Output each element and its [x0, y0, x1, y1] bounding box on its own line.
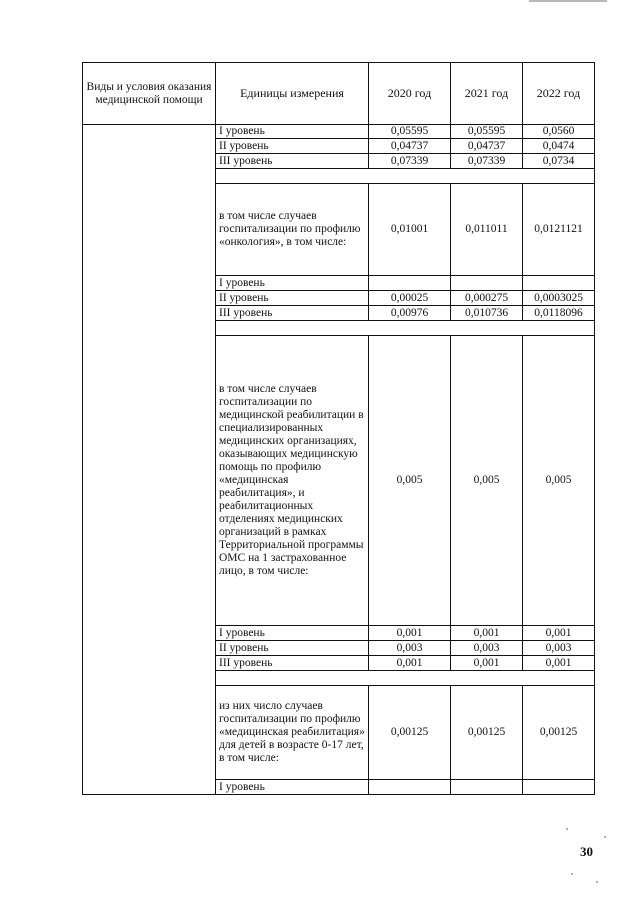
value-2021: 0,05595: [451, 125, 523, 139]
header-year-2021: 2021 год: [451, 63, 523, 125]
value-2021: [451, 276, 523, 291]
value-2022: 0,0474: [523, 139, 595, 154]
value-2022: 0,005: [523, 336, 595, 626]
value-2020: [369, 780, 451, 795]
table-row: [83, 125, 595, 139]
value-2022: 0,0734: [523, 154, 595, 169]
value-2022: 0,001: [523, 656, 595, 671]
header-units: Единицы измерения: [216, 63, 369, 125]
value-2022: 0,0003025: [523, 291, 595, 306]
value-2020: 0,001: [369, 626, 451, 641]
value-2022: 0,001: [523, 626, 595, 641]
header-kind-of-care: Виды и условия оказания медицинской помощи: [83, 63, 216, 125]
level-label: I уровень: [216, 626, 369, 641]
level-label: III уровень: [216, 306, 369, 321]
care-volume-table: [82, 62, 595, 795]
value-2021: [451, 780, 523, 795]
level-label: II уровень: [216, 641, 369, 656]
table-body: [83, 125, 595, 795]
value-2022: 0,0121121: [523, 184, 595, 276]
page-number: 30: [580, 844, 593, 859]
value-2021: 0,003: [451, 641, 523, 656]
empty-cell: [216, 671, 595, 686]
value-2021: 0,04737: [451, 139, 523, 154]
value-2020: 0,003: [369, 641, 451, 656]
level-label: II уровень: [216, 291, 369, 306]
table-header-row: [83, 63, 595, 125]
scan-edge-line: [529, 0, 607, 2]
value-2021: 0,005: [451, 336, 523, 626]
value-2021: 0,001: [451, 656, 523, 671]
description-cell: в том числе случаев госпитализации по профилю «онкология», в том числе:: [216, 184, 369, 276]
value-2022: 0,00125: [523, 686, 595, 780]
value-2021: 0,001: [451, 626, 523, 641]
value-2022: [523, 276, 595, 291]
kind-of-care-cell: [83, 125, 216, 795]
value-2020: 0,00976: [369, 306, 451, 321]
level-label: I уровень: [216, 125, 369, 139]
level-label: III уровень: [216, 154, 369, 169]
value-2021: 0,000275: [451, 291, 523, 306]
header-year-2020: 2020 год: [369, 63, 451, 125]
scan-speck: [571, 873, 573, 875]
value-2020: 0,07339: [369, 154, 451, 169]
value-2020: 0,01001: [369, 184, 451, 276]
value-2022: 0,0560: [523, 125, 595, 139]
value-2022: [523, 780, 595, 795]
empty-cell: [216, 321, 595, 336]
scan-speck: [566, 828, 568, 830]
value-2020: 0,005: [369, 336, 451, 626]
value-2020: 0,00025: [369, 291, 451, 306]
value-2020: 0,05595: [369, 125, 451, 139]
value-2020: [369, 276, 451, 291]
value-2020: 0,00125: [369, 686, 451, 780]
description-cell: из них число случаев госпитализации по профилю «медицинская реабилитация» для детей в возрасте 0-17 лет, в том числе:: [216, 686, 369, 780]
value-2020: 0,001: [369, 656, 451, 671]
value-2021: 0,07339: [451, 154, 523, 169]
value-2021: 0,011011: [451, 184, 523, 276]
value-2022: 0,003: [523, 641, 595, 656]
scan-speck: [604, 836, 606, 838]
value-2021: 0,00125: [451, 686, 523, 780]
value-2022: 0,0118096: [523, 306, 595, 321]
value-2020: 0,04737: [369, 139, 451, 154]
description-cell: в том числе случаев госпитализации по медицинской реабилитации в специализированных медицинских организациях, оказывающих медицинскую помощь по профилю «медицинская реабилитация», и реабилитационных отделениях медицинских организаций в рамках Территориальной программы ОМС на 1 застрахованное лицо, в том числе:: [216, 336, 369, 626]
level-label: II уровень: [216, 139, 369, 154]
header-year-2022: 2022 год: [523, 63, 595, 125]
level-label: III уровень: [216, 656, 369, 671]
level-label: I уровень: [216, 276, 369, 291]
value-2021: 0,010736: [451, 306, 523, 321]
empty-cell: [216, 169, 595, 184]
scan-speck: [596, 881, 598, 883]
level-label: I уровень: [216, 780, 369, 795]
